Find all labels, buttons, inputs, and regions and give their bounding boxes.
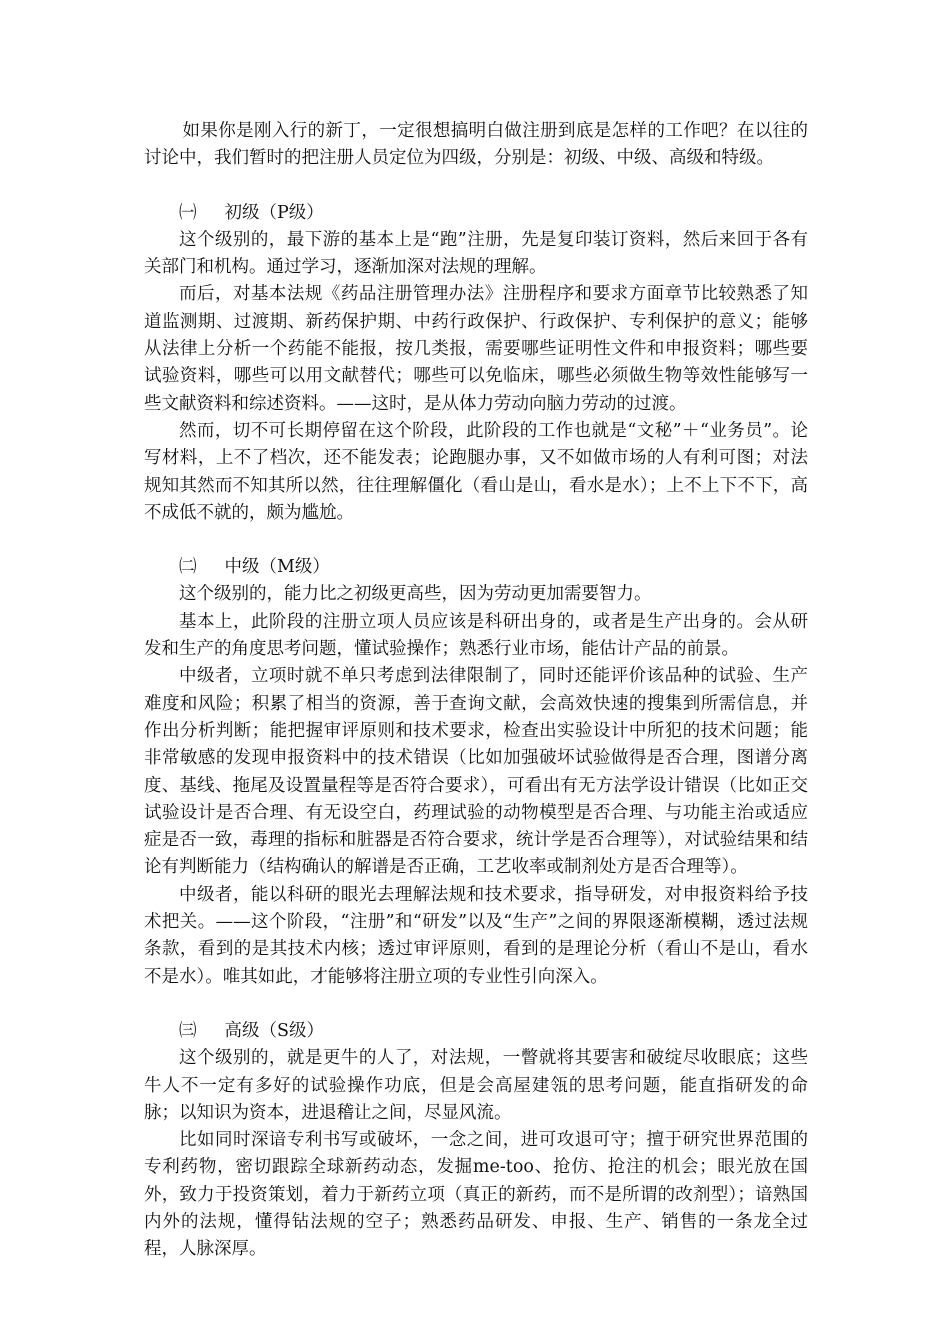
body-paragraph: 这个级别的，能力比之初级更高些，因为劳动更加需要智力。 xyxy=(179,584,652,605)
section-heading-senior xyxy=(144,1018,808,1045)
body-paragraph: 这个级别的，就是更牛的人了，对法规，一瞥就将其要害和破绽尽收眼底；这些牛人不一定有多好的试验操作功底，但是会高屋建瓴的思考问题，能直指研发的命脉；以知识为资本，进退稽让之间，尽显风流。 xyxy=(144,1048,808,1123)
section-title: 初级（P级） xyxy=(224,202,324,223)
body-paragraph: 而后，对基本法规《药品注册管理办法》注册程序和要求方面章节比较熟悉了知道监测期、过渡期、新药保护期、中药行政保护、行政保护、专利保护的意义；能够从法律上分析一个药能不能报，按几类报，需要哪些证明性文件和申报资料；哪些要试验资料，哪些可以用文献替代；哪些可以免临床，哪些必须做生物等效性能够写一些文献资料和综述资料。——这时，是从体力劳动向脑力劳动的过渡。 xyxy=(144,284,808,414)
section-number: ㈠ xyxy=(179,202,197,223)
body-paragraph: 中级者，能以科研的眼光去理解法规和技术要求，指导研发，对申报资料给予技术把关。——这个阶段，“注册”和“研发”以及“生产”之间的界限逐渐模糊，透过法规条款，看到的是其技术内核；透过审评原则，看到的是理论分析（看山不是山，看水不是水）。唯其如此，才能够将注册立项的专业性引向深入。 xyxy=(144,884,808,987)
section-number: ㈢ xyxy=(179,1020,197,1041)
body-paragraph: 基本上，此阶段的注册立项人员应该是科研出身的，或者是生产出身的。会从研发和生产的角度思考问题，懂试验操作；熟悉行业市场，能估计产品的前景。 xyxy=(144,611,808,660)
section-gap xyxy=(144,991,808,1018)
body-paragraph: 中级者，立项时就不单只考虑到法律限制了，同时还能评价该品种的试验、生产难度和风险；积累了相当的资源，善于查询文献，会高效快速的搜集到所需信息，并作出分析判断；能把握审评原则和技术要求，检查出实验设计中所犯的技术问题；能非常敏感的发现申报资料中的技术错误（比如加强破坏试验做得是否合理，图谱分离度、基线、拖尾及设置量程等是否符合要求），可看出有无方法学设计错误（比如正交试验设计是否合理、有无设空白，药理试验的动物模型是否合理、与功能主治或适应症是否一致，毒理的指标和脏器是否符合要求，统计学是否合理等），对试验结果和结论有判断能力（结构确认的解谱是否正确，工艺收率或制剂处方是否合理等）。 xyxy=(144,666,808,878)
section-title: 中级（M级） xyxy=(224,557,330,578)
intro-paragraph: 如果你是刚入行的新丁，一定很想搞明白做注册到底是怎样的工作吧？在以往的讨论中，我们暂时的把注册人员定位为四级，分别是：初级、中级、高级和特级。 xyxy=(144,121,808,169)
section-heading-middle xyxy=(144,554,808,581)
section-title: 高级（S级） xyxy=(224,1020,324,1041)
body-paragraph: 这个级别的，最下游的基本上是“跑”注册，先是复印装订资料，然后来回于各有关部门和机构。通过学习，逐渐加深对法规的理解。 xyxy=(144,229,808,278)
body-paragraph: 然而，切不可长期停留在这个阶段，此阶段的工作也就是“文秘”＋“业务员”。论写材料，上不了档次，还不能发表；论跑腿办事，又不如做市场的人有利可图；对法规知其然而不知其所以然，往往理解僵化（看山是山，看水是水）；上不上下不下，高不成低不就的，颇为尴尬。 xyxy=(144,420,808,523)
body-paragraph: 比如同时深谙专利书写或破坏，一念之间，进可攻退可守；擅于研究世界范围的专利药物，密切跟踪全球新药动态，发掘me-too、抢仿、抢注的机会；眼光放在国外，致力于投资策划，着力于新药立项（真正的新药，而不是所谓的改剂型）；谙熟国内外的法规，懂得钻法规的空子；熟悉药品研发、申报、生产、销售的一条龙全过程，人脉深厚。 xyxy=(144,1130,808,1260)
document-page xyxy=(144,118,808,1264)
section-gap xyxy=(144,527,808,554)
section-heading-junior xyxy=(144,200,808,227)
section-number: ㈡ xyxy=(179,557,197,578)
section-gap xyxy=(144,173,808,200)
